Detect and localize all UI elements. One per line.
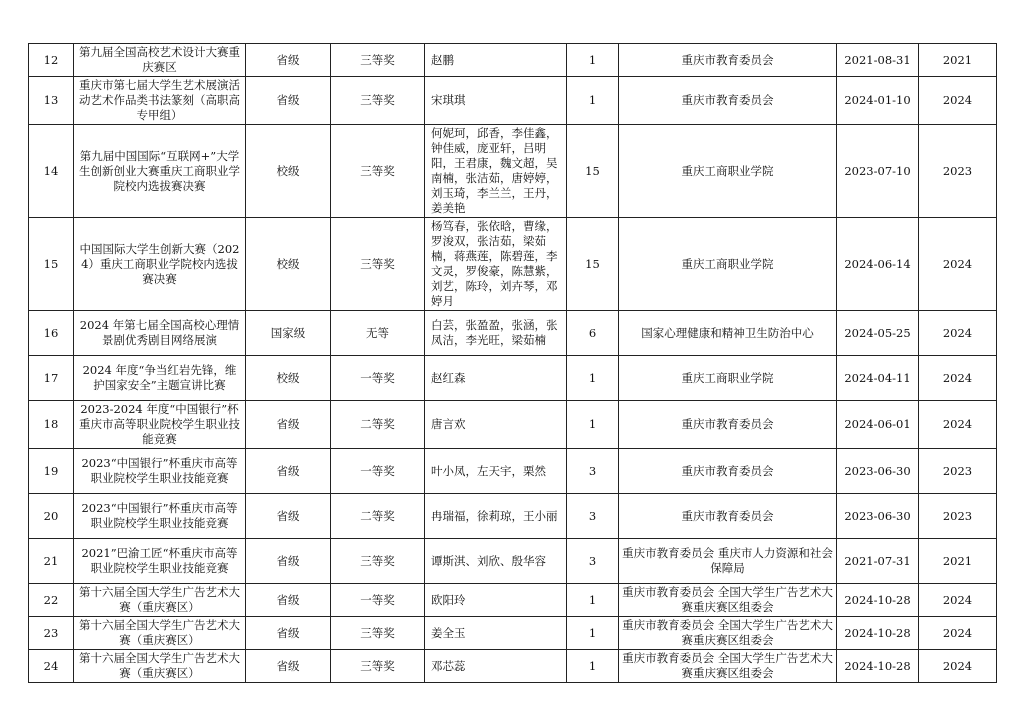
document-page <box>28 43 996 683</box>
award-members: 宋琪琪 <box>425 77 567 125</box>
member-count: 3 <box>567 449 619 494</box>
issuing-organization: 重庆市教育委员会 <box>619 449 837 494</box>
award-members: 白芸，张盈盈，张涵，张凤洁，李光旺，梁茹楠 <box>425 311 567 356</box>
award-date: 2024-10-28 <box>837 584 919 617</box>
issuing-organization: 重庆市教育委员会 重庆市人力资源和社会保障局 <box>619 539 837 584</box>
award-grade: 三等奖 <box>331 77 425 125</box>
award-members: 唐言欢 <box>425 401 567 449</box>
award-level: 省级 <box>246 539 331 584</box>
award-level: 省级 <box>246 401 331 449</box>
award-members: 杨笃春，张依晗，曹缘，罗浚双，张洁茹，梁茹楠，蒋燕莲，陈碧莲，李文灵，罗俊豪，陈慧紫，刘艺，陈玲，刘卉琴，邓婷月 <box>425 218 567 311</box>
competition-name: 第十六届全国大学生广告艺术大赛（重庆赛区） <box>74 617 246 650</box>
competition-name: 第九届全国高校艺术设计大赛重庆赛区 <box>74 44 246 77</box>
award-level: 省级 <box>246 77 331 125</box>
award-year: 2023 <box>919 125 997 218</box>
competition-name: 第十六届全国大学生广告艺术大赛（重庆赛区） <box>74 650 246 683</box>
award-year: 2024 <box>919 584 997 617</box>
row-number: 14 <box>29 125 74 218</box>
award-level: 省级 <box>246 650 331 683</box>
member-count: 1 <box>567 584 619 617</box>
award-members: 何妮珂，邱香，李佳鑫，钟佳威，庞亚轩，吕明阳，王君康，魏文超，吴南楠，张洁茹，唐婷婷，刘玉琦，李兰兰，王丹，姜美艳 <box>425 125 567 218</box>
member-count: 3 <box>567 494 619 539</box>
table-row <box>29 449 997 494</box>
award-level: 省级 <box>246 494 331 539</box>
award-grade: 三等奖 <box>331 44 425 77</box>
award-date: 2023-06-30 <box>837 494 919 539</box>
row-number: 12 <box>29 44 74 77</box>
award-year: 2024 <box>919 401 997 449</box>
award-level: 校级 <box>246 356 331 401</box>
award-date: 2024-06-14 <box>837 218 919 311</box>
award-level: 校级 <box>246 218 331 311</box>
award-date: 2024-04-11 <box>837 356 919 401</box>
row-number: 24 <box>29 650 74 683</box>
award-members: 姜全玉 <box>425 617 567 650</box>
member-count: 3 <box>567 539 619 584</box>
award-date: 2024-10-28 <box>837 617 919 650</box>
table-row <box>29 125 997 218</box>
issuing-organization: 重庆市教育委员会 <box>619 494 837 539</box>
table-row <box>29 356 997 401</box>
award-year: 2021 <box>919 44 997 77</box>
member-count: 1 <box>567 401 619 449</box>
row-number: 21 <box>29 539 74 584</box>
member-count: 15 <box>567 218 619 311</box>
competition-name: 2023“中国银行”杯重庆市高等职业院校学生职业技能竞赛 <box>74 449 246 494</box>
award-grade: 二等奖 <box>331 401 425 449</box>
award-grade: 三等奖 <box>331 125 425 218</box>
row-number: 22 <box>29 584 74 617</box>
member-count: 1 <box>567 77 619 125</box>
award-level: 国家级 <box>246 311 331 356</box>
row-number: 16 <box>29 311 74 356</box>
competition-name: 中国国际大学生创新大赛（2024）重庆工商职业学院校内选拔赛决赛 <box>74 218 246 311</box>
issuing-organization: 重庆市教育委员会 <box>619 401 837 449</box>
competition-name: 2023-2024 年度“中国银行”杯重庆市高等职业院校学生职业技能竞赛 <box>74 401 246 449</box>
award-level: 校级 <box>246 125 331 218</box>
issuing-organization: 重庆工商职业学院 <box>619 356 837 401</box>
award-level: 省级 <box>246 449 331 494</box>
award-grade: 三等奖 <box>331 539 425 584</box>
competition-name: 第十六届全国大学生广告艺术大赛（重庆赛区） <box>74 584 246 617</box>
award-members: 谭斯淇、刘欣、殷华容 <box>425 539 567 584</box>
award-grade: 一等奖 <box>331 449 425 494</box>
award-grade: 三等奖 <box>331 218 425 311</box>
issuing-organization: 国家心理健康和精神卫生防治中心 <box>619 311 837 356</box>
award-year: 2024 <box>919 650 997 683</box>
member-count: 1 <box>567 44 619 77</box>
award-year: 2024 <box>919 311 997 356</box>
issuing-organization: 重庆市教育委员会 <box>619 44 837 77</box>
table-row <box>29 44 997 77</box>
row-number: 19 <box>29 449 74 494</box>
competition-name: 2024 年第七届全国高校心理情景剧优秀剧目网络展演 <box>74 311 246 356</box>
award-grade: 一等奖 <box>331 356 425 401</box>
award-grade: 无等 <box>331 311 425 356</box>
award-year: 2024 <box>919 356 997 401</box>
award-date: 2024-10-28 <box>837 650 919 683</box>
award-year: 2021 <box>919 539 997 584</box>
table-row <box>29 401 997 449</box>
award-grade: 三等奖 <box>331 617 425 650</box>
award-grade: 二等奖 <box>331 494 425 539</box>
table-row <box>29 539 997 584</box>
award-date: 2024-05-25 <box>837 311 919 356</box>
row-number: 20 <box>29 494 74 539</box>
table-row <box>29 650 997 683</box>
row-number: 17 <box>29 356 74 401</box>
award-members: 邓芯蕊 <box>425 650 567 683</box>
award-members: 赵鹏 <box>425 44 567 77</box>
table-row <box>29 311 997 356</box>
award-level: 省级 <box>246 617 331 650</box>
issuing-organization: 重庆市教育委员会 <box>619 77 837 125</box>
award-year: 2023 <box>919 449 997 494</box>
row-number: 13 <box>29 77 74 125</box>
competition-name: 2021”巴渝工匠“杯重庆市高等职业院校学生职业技能竞赛 <box>74 539 246 584</box>
table-row <box>29 617 997 650</box>
table-row <box>29 77 997 125</box>
awards-table <box>28 43 997 683</box>
member-count: 15 <box>567 125 619 218</box>
award-level: 省级 <box>246 584 331 617</box>
row-number: 15 <box>29 218 74 311</box>
member-count: 1 <box>567 650 619 683</box>
competition-name: 2024 年度“争当红岩先锋，维护国家安全”主题宣讲比赛 <box>74 356 246 401</box>
issuing-organization: 重庆工商职业学院 <box>619 125 837 218</box>
issuing-organization: 重庆市教育委员会 全国大学生广告艺术大赛重庆赛区组委会 <box>619 584 837 617</box>
table-row <box>29 584 997 617</box>
competition-name: 2023“中国银行”杯重庆市高等职业院校学生职业技能竞赛 <box>74 494 246 539</box>
issuing-organization: 重庆工商职业学院 <box>619 218 837 311</box>
award-year: 2024 <box>919 218 997 311</box>
award-date: 2021-08-31 <box>837 44 919 77</box>
award-grade: 三等奖 <box>331 650 425 683</box>
award-date: 2021-07-31 <box>837 539 919 584</box>
issuing-organization: 重庆市教育委员会 全国大学生广告艺术大赛重庆赛区组委会 <box>619 617 837 650</box>
competition-name: 重庆市第七届大学生艺术展演活动艺术作品类书法篆刻（高职高专甲组） <box>74 77 246 125</box>
award-year: 2023 <box>919 494 997 539</box>
member-count: 6 <box>567 311 619 356</box>
member-count: 1 <box>567 356 619 401</box>
award-members: 赵红森 <box>425 356 567 401</box>
award-year: 2024 <box>919 77 997 125</box>
table-row <box>29 494 997 539</box>
row-number: 18 <box>29 401 74 449</box>
award-date: 2024-01-10 <box>837 77 919 125</box>
award-date: 2024-06-01 <box>837 401 919 449</box>
award-members: 叶小凤，左天宇，栗然 <box>425 449 567 494</box>
award-year: 2024 <box>919 617 997 650</box>
award-grade: 一等奖 <box>331 584 425 617</box>
member-count: 1 <box>567 617 619 650</box>
award-date: 2023-06-30 <box>837 449 919 494</box>
award-members: 欧阳玲 <box>425 584 567 617</box>
competition-name: 第九届中国国际“互联网+”大学生创新创业大赛重庆工商职业学院校内选拔赛决赛 <box>74 125 246 218</box>
row-number: 23 <box>29 617 74 650</box>
award-date: 2023-07-10 <box>837 125 919 218</box>
issuing-organization: 重庆市教育委员会 全国大学生广告艺术大赛重庆赛区组委会 <box>619 650 837 683</box>
table-row <box>29 218 997 311</box>
award-members: 冉瑞福，徐莉琼，王小丽 <box>425 494 567 539</box>
award-level: 省级 <box>246 44 331 77</box>
